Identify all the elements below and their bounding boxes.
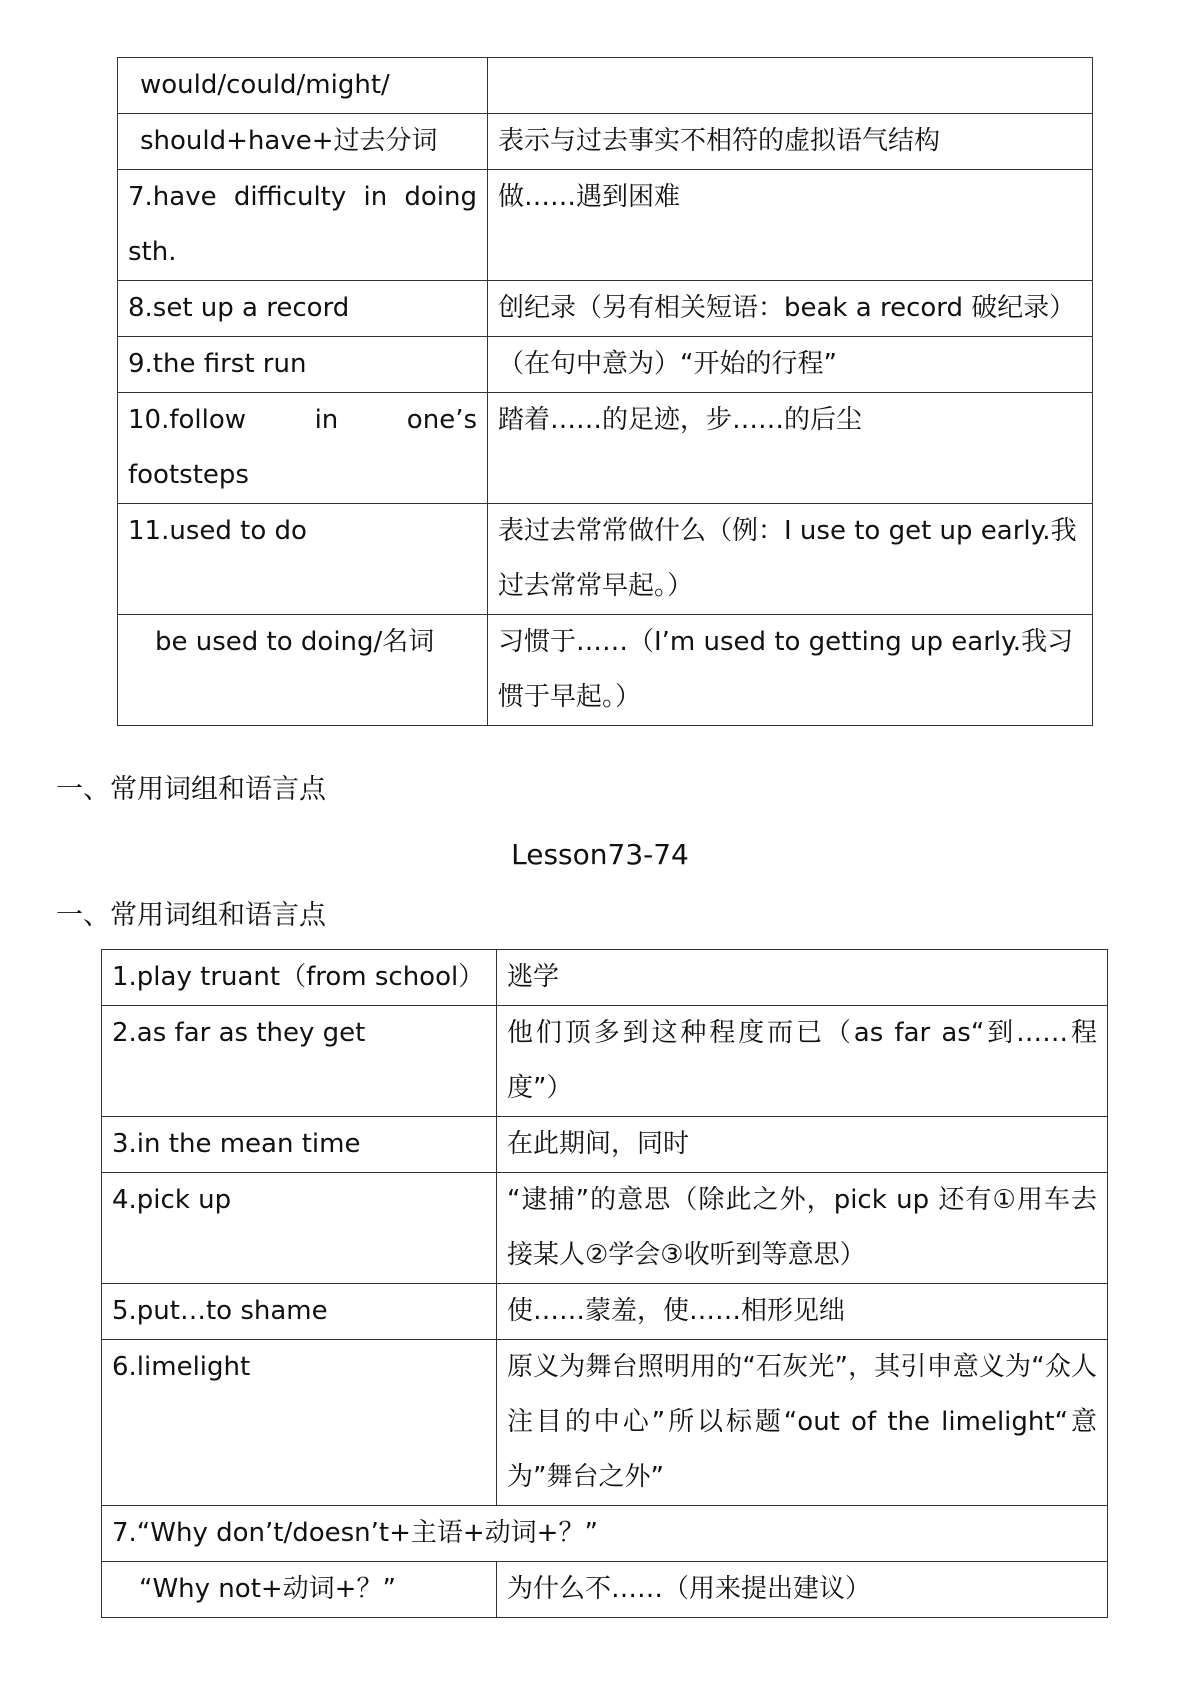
meaning-cell: 做……遇到困难 xyxy=(488,170,1093,281)
meaning-cell: 原义为舞台照明用的“石灰光”，其引申意义为“众人注目的中心”所以标题“out of the limelight“意为”舞台之外” xyxy=(497,1340,1108,1506)
section-heading: 一、常用词组和语言点 xyxy=(56,774,326,805)
phrase-cell: 6.limelight xyxy=(102,1340,497,1506)
table-row xyxy=(102,1340,1108,1506)
table-row xyxy=(102,950,1108,1006)
lesson-title: Lesson73-74 xyxy=(511,838,689,871)
phrase-cell: be used to doing/名词 xyxy=(118,615,488,726)
meaning-cell: （在句中意为）“开始的行程” xyxy=(488,337,1093,393)
phrase-cell: should+have+过去分词 xyxy=(118,114,488,170)
vocab-table-2 xyxy=(101,949,1108,1618)
table-row xyxy=(118,114,1093,170)
phrase-cell: would/could/might/ xyxy=(118,58,488,114)
phrase-cell: “Why not+动词+？” xyxy=(102,1562,497,1618)
meaning-cell: 在此期间，同时 xyxy=(497,1117,1108,1173)
table-row xyxy=(102,1117,1108,1173)
meaning-cell: 表过去常常做什么（例：I use to get up early.我过去常常早起。） xyxy=(488,504,1093,615)
meaning-cell: 他们顶多到这种程度而已（as far as“到……程度”） xyxy=(497,1006,1108,1117)
phrase-cell: 7.have difficulty in doing sth. xyxy=(118,170,488,281)
meaning-cell: 为什么不……（用来提出建议） xyxy=(497,1562,1108,1618)
meaning-cell: 逃学 xyxy=(497,950,1108,1006)
phrase-cell: 2.as far as they get xyxy=(102,1006,497,1117)
table-row xyxy=(102,1284,1108,1340)
section-heading: 一、常用词组和语言点 xyxy=(56,900,326,931)
vocab-table-1 xyxy=(117,57,1093,726)
phrase-cell: 11.used to do xyxy=(118,504,488,615)
meaning-cell: 踏着……的足迹，步……的后尘 xyxy=(488,393,1093,504)
meaning-cell: 创纪录（另有相关短语：beak a record 破纪录） xyxy=(488,281,1093,337)
table-row xyxy=(102,1506,1108,1562)
phrase-cell: 8.set up a record xyxy=(118,281,488,337)
meaning-cell: “逮捕”的意思（除此之外，pick up 还有①用车去接某人②学会③收听到等意思） xyxy=(497,1173,1108,1284)
table-row xyxy=(102,1173,1108,1284)
meaning-cell: 习惯于……（I’m used to getting up early.我习惯于早起。） xyxy=(488,615,1093,726)
table-row xyxy=(102,1006,1108,1117)
table-row xyxy=(118,504,1093,615)
meaning-cell: 使……蒙羞，使……相形见绌 xyxy=(497,1284,1108,1340)
phrase-cell: 7.“Why don’t/doesn’t+主语+动词+？” xyxy=(102,1506,1108,1562)
table-row xyxy=(118,337,1093,393)
table-row xyxy=(118,393,1093,504)
phrase-cell: 3.in the mean time xyxy=(102,1117,497,1173)
table-row xyxy=(118,281,1093,337)
phrase-cell: 9.the first run xyxy=(118,337,488,393)
phrase-cell: 10.follow in one’s footsteps xyxy=(118,393,488,504)
meaning-cell: 表示与过去事实不相符的虚拟语气结构 xyxy=(488,114,1093,170)
phrase-cell: 1.play truant（from school） xyxy=(102,950,497,1006)
phrase-cell: 5.put…to shame xyxy=(102,1284,497,1340)
phrase-cell: 4.pick up xyxy=(102,1173,497,1284)
table-row xyxy=(118,170,1093,281)
table-row xyxy=(118,58,1093,114)
meaning-cell xyxy=(488,58,1093,114)
table-row xyxy=(102,1562,1108,1618)
table-row xyxy=(118,615,1093,726)
